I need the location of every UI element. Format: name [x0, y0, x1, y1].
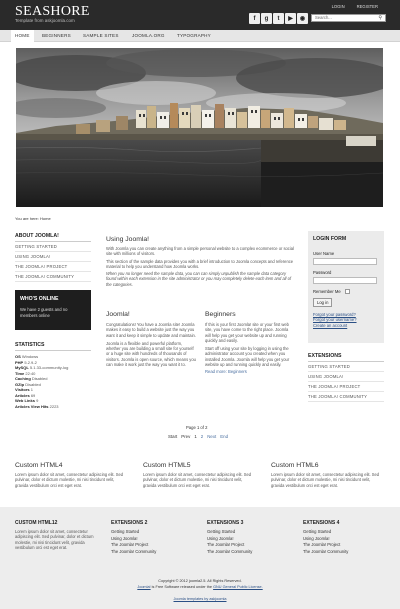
- nav-item-beginners[interactable]: BEGINNERS: [42, 33, 71, 38]
- create-account-link[interactable]: Create an account: [313, 322, 348, 328]
- nav-item-typography[interactable]: TYPOGRAPHY: [177, 33, 211, 38]
- article-paragraph: Congratulations! You have a Joomla site! Joomla makes it easy to build a website just the way you want it and keep it simple to update and maintain.: [106, 322, 196, 338]
- about-item-using-joomla[interactable]: USING JOOMLA!: [15, 252, 91, 262]
- footer-link[interactable]: The Joomla! Project: [303, 542, 341, 547]
- footer-link[interactable]: Getting Started: [111, 529, 140, 534]
- rss-icon[interactable]: ◉: [297, 13, 308, 24]
- footer-custom12: [15, 520, 97, 552]
- footer-link[interactable]: Using Joomla!: [303, 535, 330, 541]
- pagination-prev[interactable]: Prev: [181, 434, 191, 439]
- license-text: is Free Software released under the: [150, 585, 214, 589]
- stat-row: Visitors 1: [15, 387, 33, 392]
- about-item-joomla-project[interactable]: THE JOOMLA! PROJECT: [15, 262, 91, 272]
- about-item-joomla-community[interactable]: THE JOOMLA! COMMUNITY: [15, 272, 91, 282]
- extensions-title: EXTENSIONS: [308, 351, 384, 362]
- stat-row: GZip Disabled: [15, 381, 41, 387]
- footer-custom12-title: CUSTOM HTML12: [15, 520, 58, 526]
- article-beginners: [205, 311, 295, 374]
- login-form: [308, 231, 384, 343]
- footer: [0, 507, 400, 609]
- login-link[interactable]: LOGIN: [331, 4, 345, 9]
- social-icons: [249, 13, 308, 24]
- article-paragraph: If this is your first Joomla! site or your first web site, you have come to the right place. Joomla will help you get your website up and running quickly and easily.: [205, 322, 289, 343]
- footer-extensions-2: [111, 520, 191, 555]
- article-joomla-title[interactable]: Joomla!: [106, 311, 130, 318]
- username-field[interactable]: [313, 258, 377, 265]
- article-beginners-title[interactable]: Beginners: [205, 311, 236, 318]
- custom-html6: [271, 462, 381, 490]
- pagination-page-2[interactable]: 2: [200, 434, 204, 439]
- right-sidebar: [308, 231, 384, 402]
- page-counter: Page 1 of 2: [186, 425, 208, 430]
- footer-link[interactable]: Getting Started: [207, 529, 236, 534]
- gpl-link[interactable]: GNU General Public License.: [213, 585, 263, 589]
- stat-row: Web Links 9: [15, 398, 39, 403]
- about-item-getting-started[interactable]: GETTING STARTED: [15, 242, 91, 252]
- article-paragraph: Start off using your site by logging in using the administrator account you created when you installed Joomla. Joomla will help you get your website up and running quickly and easily.: [205, 346, 290, 368]
- footer-link[interactable]: Getting Started: [303, 529, 332, 534]
- custom-html5-title: Custom HTML5: [143, 462, 191, 469]
- license-line: [0, 585, 400, 590]
- remember-me: [313, 289, 380, 294]
- facebook-icon[interactable]: f: [249, 13, 260, 24]
- footer-ext4-title: EXTENSIONS 4: [303, 520, 340, 526]
- pagination: [168, 434, 228, 439]
- article-title[interactable]: Using Joomla!: [106, 236, 150, 243]
- forgot-password-link[interactable]: Forgot your password?: [313, 312, 356, 317]
- top-links: [332, 4, 378, 9]
- footer-extensions-3: [207, 520, 287, 555]
- password-label: Password: [313, 270, 332, 275]
- whos-online-box: [15, 290, 91, 330]
- stat-row: Time 22:40: [15, 370, 36, 376]
- breadcrumb-home[interactable]: Home: [40, 216, 51, 221]
- ext-item-joomla-community[interactable]: THE JOOMLA! COMMUNITY: [308, 392, 384, 402]
- username-label: User Name: [313, 251, 335, 256]
- article-paragraph: Joomla is a flexible and powerful platform, whether you are building a small site for yourself or a huge site with hundreds of thousands of visitors. Joomla is open source, which means you can make it work just the way you want it to.: [106, 340, 196, 368]
- youtube-icon[interactable]: ▶: [285, 13, 296, 24]
- header: [0, 0, 400, 30]
- custom-html4-text: Lorem ipsum dolor sit amet, consectetur adipiscing elit. Sed pulvinar, dolor et dictum molestie, mi nisi tincidunt velit, gravida vestibulum orci est eget erat.: [15, 472, 124, 488]
- stat-row: Caching Disabled: [15, 376, 48, 381]
- googleplus-icon[interactable]: g: [261, 13, 272, 24]
- left-sidebar: [15, 231, 91, 409]
- search-placeholder: Search...: [315, 15, 332, 20]
- custom-html6-title: Custom HTML6: [271, 462, 319, 469]
- custom-html4-title: Custom HTML4: [15, 462, 63, 469]
- footer-ext3-title: EXTENSIONS 3: [207, 520, 244, 526]
- main-content: [106, 236, 296, 375]
- footer-link[interactable]: The Joomla! Community: [303, 548, 349, 554]
- custom-html4: [15, 462, 125, 490]
- stat-row: PHP 5.2.9-2: [15, 359, 37, 365]
- footer-link[interactable]: The Joomla! Community: [111, 548, 157, 554]
- stat-row: Articles 69: [15, 392, 36, 398]
- breadcrumb-label: You are here:: [15, 216, 39, 221]
- ext-item-getting-started[interactable]: GETTING STARTED: [308, 362, 384, 372]
- footer-link[interactable]: The Joomla! Project: [111, 542, 149, 547]
- article-joomla: [106, 311, 196, 369]
- copyright: Copyright © 2012 joomla2.5. All Rights Reserved.: [158, 579, 242, 583]
- ext-item-using-joomla[interactable]: USING JOOMLA!: [308, 372, 384, 382]
- remember-me-label: Remember Me: [313, 289, 341, 294]
- article-paragraph: This section of the sample data provides you with a brief introduction to Joomla concepts and reference material to help you understand how Joomla works.: [106, 258, 294, 269]
- pagination-page-1: 1: [194, 434, 197, 439]
- pagination-end[interactable]: End: [220, 434, 229, 439]
- footer-link[interactable]: The Joomla! Project: [207, 542, 245, 547]
- login-button[interactable]: Log in: [313, 298, 332, 307]
- stat-row: OS Windows: [15, 354, 39, 359]
- main-nav: [0, 30, 400, 42]
- stat-row: MySQL 5.1.33-community-log: [15, 365, 69, 370]
- site-tagline: Template from askjoomla.com: [15, 18, 75, 23]
- statistics-box: [15, 340, 91, 409]
- extensions-menu: [308, 351, 384, 402]
- register-link[interactable]: REGISTER: [356, 4, 378, 9]
- site-logo[interactable]: SEASHORE: [15, 4, 90, 19]
- footer-ext2-title: EXTENSIONS 2: [111, 520, 148, 526]
- forgot-username-link[interactable]: Forgot your username?: [313, 317, 357, 323]
- read-more-link[interactable]: Read more: Beginners: [205, 369, 247, 375]
- footer-link[interactable]: Using Joomla!: [207, 535, 234, 541]
- search-input[interactable]: [311, 14, 386, 22]
- footer-custom12-text: Lorem ipsum dolor sit amet, consectetur adipiscing elit. Sed pulvinar, dolor et dictum molestie, mi nisi tincidunt velit, gravida vestibulum orci est eget erat.: [15, 529, 94, 550]
- template-credit: [0, 597, 400, 602]
- custom-html6-text: Lorem ipsum dolor sit amet, consectetur adipiscing elit. Sed pulvinar, dolor et dictum molestie, mi nisi tincidunt velit, gravida vestibulum orci est eget erat.: [271, 472, 380, 488]
- article-paragraph: When you no longer need the sample data, you can can simply unpublish the sample data category found within each extension in the site administrator or you may completely delete each item and all of the categories.: [106, 271, 292, 287]
- custom-html5: [143, 462, 253, 490]
- article-paragraph: With Joomla you can create anything from a simple personal website to a complex ecommerce or social site with millions of visitors.: [106, 246, 294, 257]
- statistics-title: STATISTICS: [15, 340, 91, 351]
- breadcrumb: [15, 216, 51, 221]
- footer-link[interactable]: The Joomla! Community: [207, 548, 253, 554]
- footer-link[interactable]: Using Joomla!: [111, 535, 138, 541]
- pagination-start[interactable]: Start: [168, 434, 178, 439]
- pagination-next[interactable]: Next: [207, 434, 217, 439]
- login-title: LOGIN FORM: [313, 236, 347, 242]
- banner-image: [16, 48, 383, 207]
- remember-me-checkbox[interactable]: [345, 289, 350, 294]
- password-field[interactable]: [313, 277, 377, 284]
- ext-item-joomla-project[interactable]: THE JOOMLA! PROJECT: [308, 382, 384, 392]
- search-icon[interactable]: ⚲: [378, 15, 382, 21]
- whos-online-title: WHO'S ONLINE: [20, 296, 59, 302]
- nav-item-joomla-org[interactable]: JOOMLA.ORG: [132, 33, 165, 38]
- about-title: ABOUT JOOMLA!: [15, 231, 91, 242]
- template-credit-link[interactable]: Joomla templates by askjoomla: [173, 597, 227, 601]
- nav-item-sample-sites[interactable]: SAMPLE SITES: [83, 33, 119, 38]
- whos-online-text: We have 2 guests and no members online: [20, 307, 68, 318]
- joomla-link[interactable]: Joomla!: [137, 585, 151, 589]
- footer-extensions-4: [303, 520, 383, 555]
- custom-html5-text: Lorem ipsum dolor sit amet, consectetur adipiscing elit. Sed pulvinar, dolor et dictum molestie, mi nisi tincidunt velit, gravida vestibulum orci est eget erat.: [143, 472, 252, 488]
- stat-row: Articles View Hits 2223: [15, 403, 59, 409]
- twitter-icon[interactable]: t: [273, 13, 284, 24]
- nav-item-home[interactable]: HOME: [11, 30, 34, 42]
